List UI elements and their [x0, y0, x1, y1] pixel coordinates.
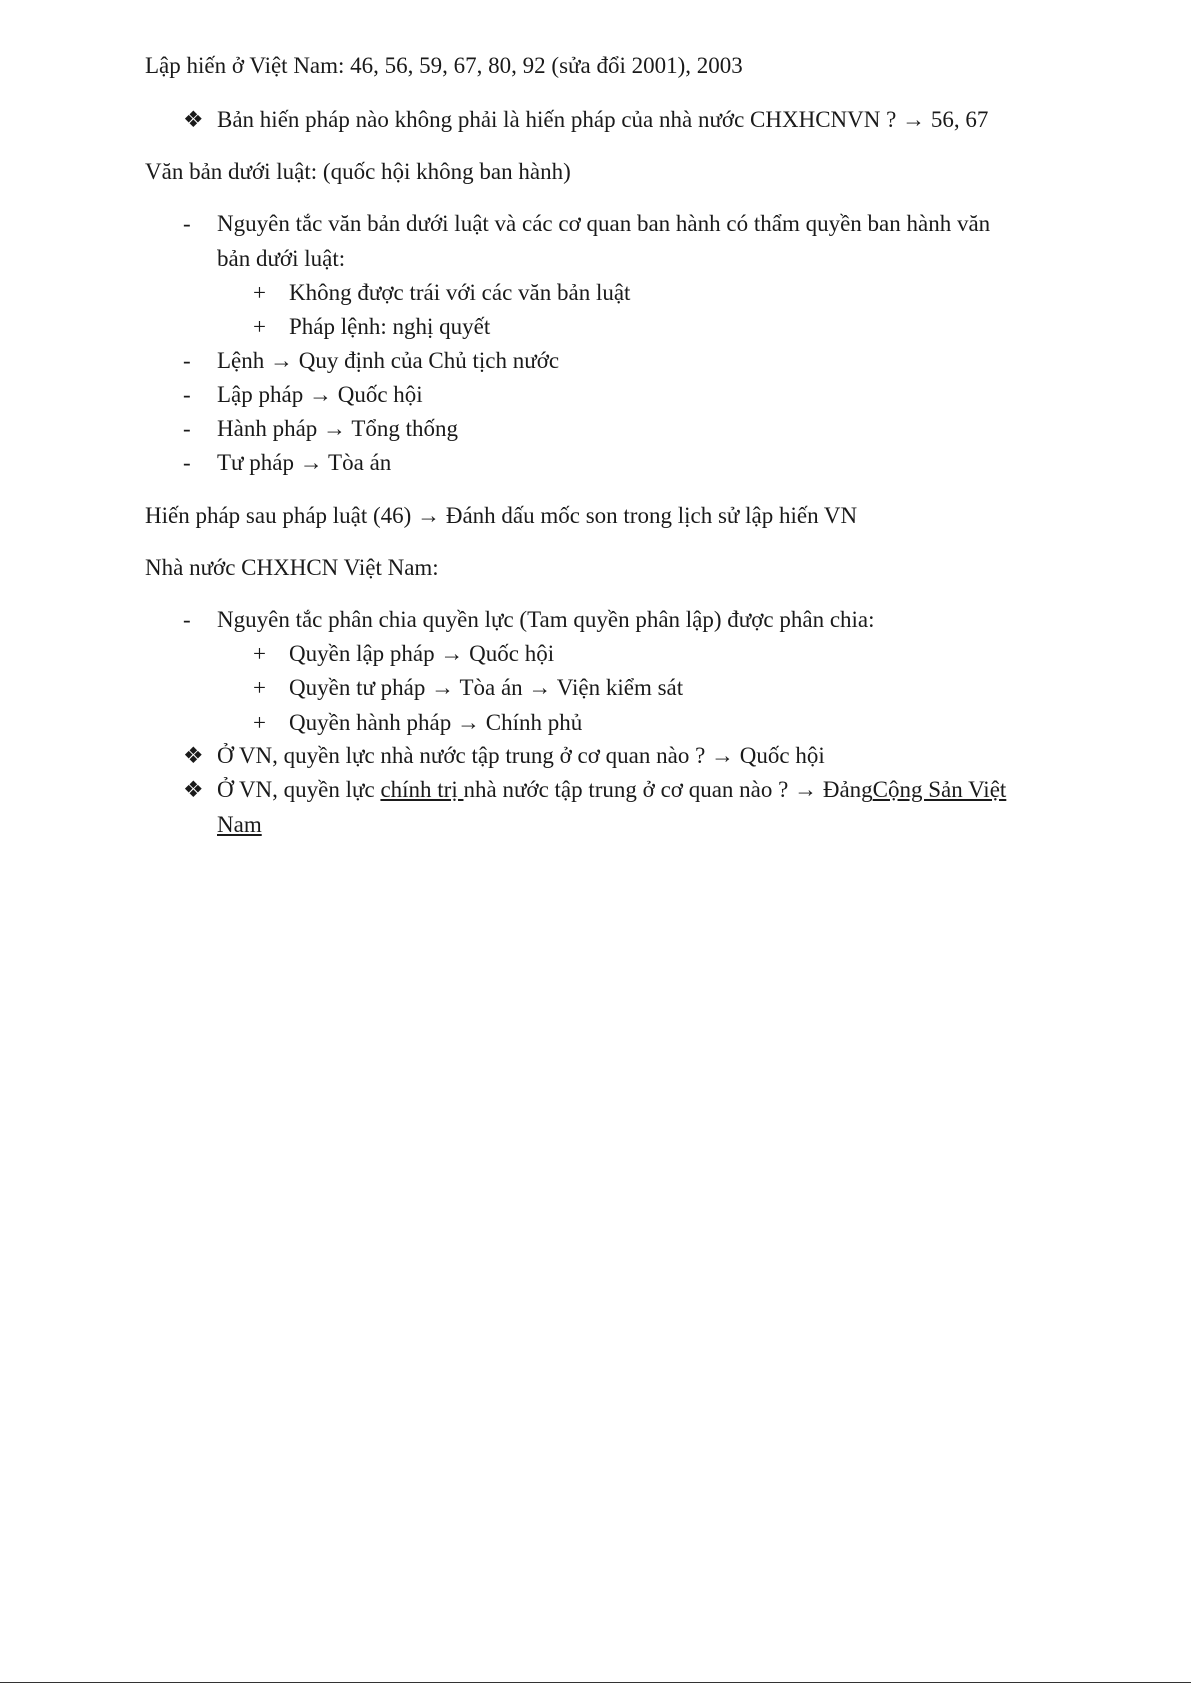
sublaw-principle-line1: Nguyên tắc văn bản dưới luật và các cơ quan ban hành có thẩm quyền ban hành văn	[217, 211, 991, 236]
separation-of-powers-principle: Nguyên tắc phân chia quyền lực (Tam quyền phân lập) được phân chia:	[217, 607, 875, 632]
power-judicial: Quyền tư pháp → Tòa án → Viện kiểm sát	[289, 675, 684, 700]
dash-marker: -	[183, 348, 191, 373]
bullet-diamond-icon: ❖	[183, 743, 204, 768]
q2-underlined-political: chính trị	[380, 777, 464, 802]
power-legislative: Quyền lập pháp → Quốc hội	[289, 641, 555, 666]
power-executive: Quyền hành pháp → Chính phủ	[289, 710, 583, 735]
plus-marker: +	[253, 314, 266, 339]
plus-marker: +	[253, 641, 266, 666]
dash-marker: -	[183, 382, 191, 407]
sublaw-sub-item-1: Không được trái với các văn bản luật	[289, 280, 631, 305]
plus-marker: +	[253, 675, 266, 700]
dash-marker: -	[183, 607, 191, 632]
sublaw-item-1: Lệnh → Quy định của Chủ tịch nước	[217, 348, 560, 373]
q2-underlined-nam: Nam	[217, 812, 262, 837]
bullet-diamond-icon: ❖	[183, 107, 204, 132]
state-heading: Nhà nước CHXHCN Việt Nam:	[145, 555, 439, 580]
sublaw-item-2: Lập pháp → Quốc hội	[217, 382, 423, 407]
q2-part-2: nhà nước tập trung ở cơ quan nào ? → Đảng	[463, 777, 873, 802]
dash-marker: -	[183, 416, 191, 441]
question-not-srvn-constitution: Bản hiến pháp nào không phải là hiến pháp của nhà nước CHXHCNVN ? → 56, 67	[217, 107, 989, 132]
constitutions-heading: Lập hiến ở Việt Nam: 46, 56, 59, 67, 80, 92 (sửa đổi 2001), 2003	[145, 53, 743, 78]
question-political-power	[217, 776, 1115, 804]
milestone-heading: Hiến pháp sau pháp luật (46) → Đánh dấu mốc son trong lịch sử lập hiến VN	[145, 503, 858, 528]
q2-part-1: Ở VN, quyền lực	[217, 777, 381, 802]
sublaw-principle-line2: bản dưới luật:	[217, 246, 346, 271]
dash-marker: -	[183, 450, 191, 475]
sublaw-item-4: Tư pháp → Tòa án	[217, 450, 392, 475]
plus-marker: +	[253, 280, 266, 305]
bullet-diamond-icon: ❖	[183, 777, 204, 802]
sublaw-heading: Văn bản dưới luật: (quốc hội không ban hành)	[145, 159, 571, 184]
dash-marker: -	[183, 211, 191, 236]
sublaw-item-3: Hành pháp → Tổng thống	[217, 416, 459, 441]
question-state-power: Ở VN, quyền lực nhà nước tập trung ở cơ quan nào ? → Quốc hội	[217, 743, 825, 768]
plus-marker: +	[253, 710, 266, 735]
page-bottom-rule	[0, 1682, 1191, 1683]
sublaw-sub-item-2: Pháp lệnh: nghị quyết	[289, 314, 491, 339]
q2-underlined-party: Cộng Sản Việt	[872, 777, 1007, 802]
